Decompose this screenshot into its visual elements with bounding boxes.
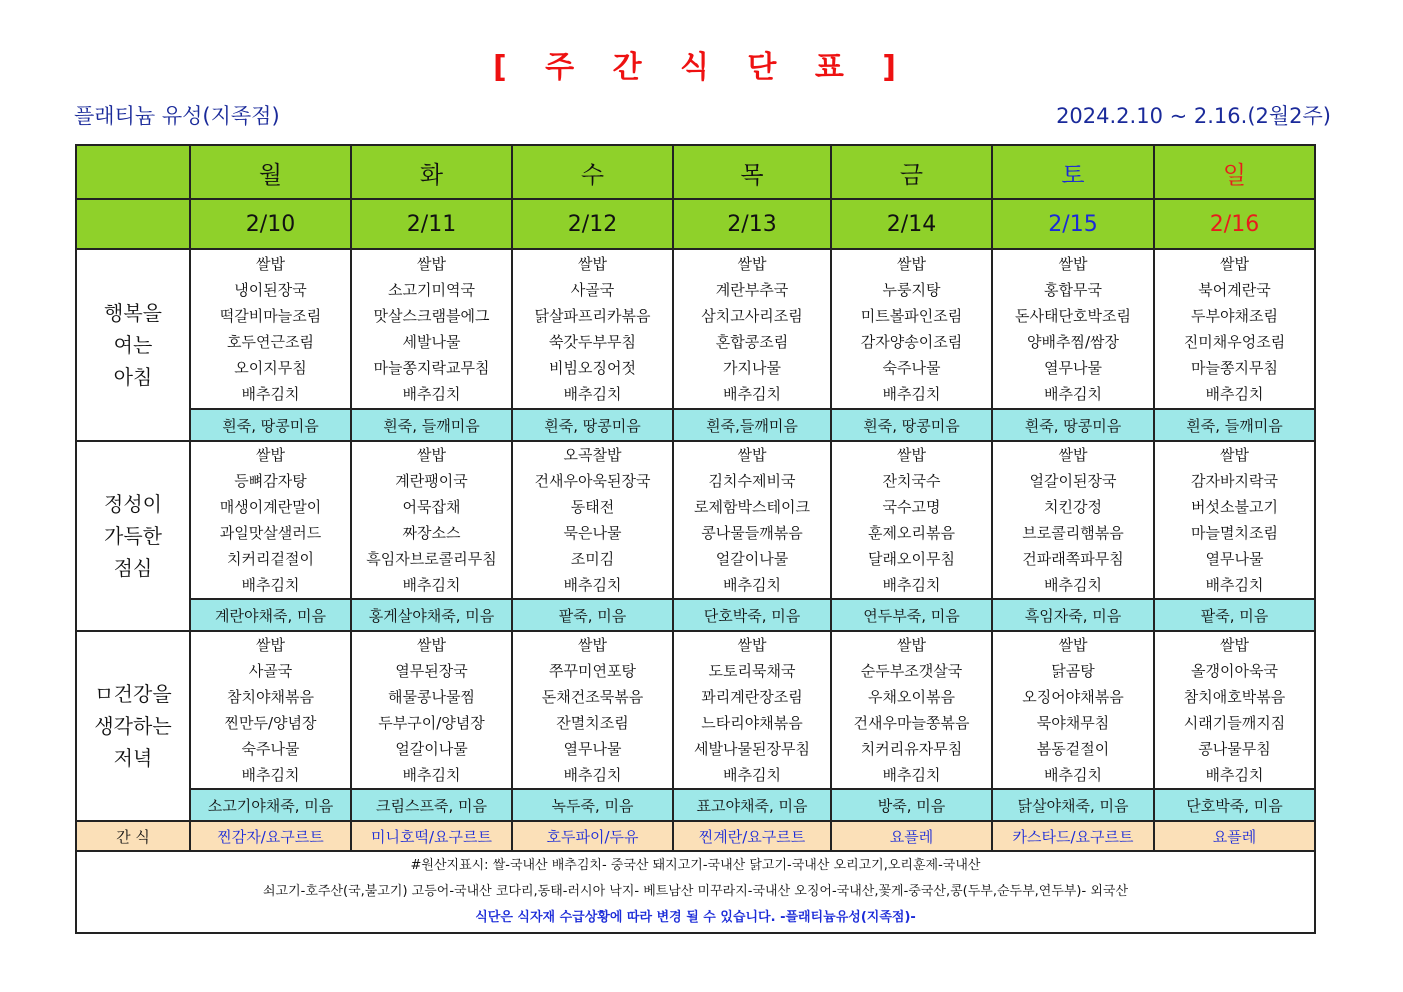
dish-item: 계란부추국 [715,281,789,299]
dish-cell [351,631,512,789]
dish-cell [831,631,992,789]
snack-row [76,821,1315,851]
meal-label [76,441,190,631]
porridge-cell: 팥죽, 미음 [512,599,673,631]
snack-cell: 찐계란/요구르트 [673,821,831,851]
origin-notice [76,851,1315,933]
dish-item: 배추김치 [402,766,461,784]
dish-item: 마늘멸치조림 [1191,524,1278,542]
porridge-cell: 홍게살야채죽, 미음 [351,599,512,631]
dish-item: 훈제오리볶음 [868,524,955,542]
meal-label-line: 가득한 [104,524,162,548]
dish-item: 숙주나물 [241,740,300,758]
dish-item: 배추김치 [241,385,300,403]
dish-cell [831,441,992,599]
dish-item: 사골국 [570,281,615,299]
dish-item: 계란팽이국 [395,472,468,490]
dish-cell [673,631,831,789]
dish-item: 건새우마늘쫑볶음 [853,714,970,732]
dish-item: 건새우아욱된장국 [534,472,651,490]
dish-item: 치킨강정 [1044,498,1102,516]
dish-item: 등뼈감자탕 [234,472,307,490]
porridge-cell: 소고기야채죽, 미음 [190,789,351,821]
date-header-5: 2/15 [992,199,1154,249]
dish-item: 배추김치 [563,576,622,594]
dish-item: 열무나물 [1205,550,1264,568]
dish-item: 감자양송이조림 [860,333,963,351]
meal-label-line: 저녁 [113,746,153,770]
dish-item: 버섯소불고기 [1191,498,1278,516]
dish-item: 묵은나물 [563,524,622,542]
porridge-cell: 흰죽, 들깨미음 [1154,409,1315,441]
dish-item: 쌀밥 [1058,255,1088,273]
snack-cell: 호두파이/두유 [512,821,673,851]
dish-item: 배추김치 [723,576,781,594]
porridge-cell: 흰죽, 땅콩미음 [512,409,673,441]
meal-row [76,441,1315,599]
dish-item: 소고기미역국 [388,281,475,299]
dish-item: 올갱이아욱국 [1191,662,1278,680]
dish-item: 양배추찜/쌈장 [1027,333,1119,351]
date-header-1: 2/11 [351,199,512,249]
dish-item: 배추김치 [241,766,300,784]
dish-item: 쌀밥 [737,446,767,464]
porridge-row [76,409,1315,441]
dish-item: 참치야채볶음 [227,688,314,706]
dish-item: 얼갈이된장국 [1029,472,1117,490]
dish-cell [992,441,1154,599]
porridge-cell: 계란야채죽, 미음 [190,599,351,631]
dish-cell [190,631,351,789]
dish-item: 배추김치 [1044,576,1102,594]
dish-item: 얼갈이나물 [395,740,468,758]
dish-item: 배추김치 [402,385,461,403]
dish-item: 배추김치 [1044,385,1102,403]
dish-item: 배추김치 [1205,385,1264,403]
dish-item: 마늘쫑지락교무침 [373,359,490,377]
dish-item: 떡갈비마늘조림 [219,307,322,325]
dish-item: 배추김치 [402,576,461,594]
dish-item: 쌀밥 [578,255,607,273]
dish-cell [351,441,512,599]
page-title: [ 주 간 식 단 표 ] [493,50,910,85]
dish-cell [831,249,992,409]
dish-cell [512,441,673,599]
porridge-cell: 흰죽, 땅콩미음 [992,409,1154,441]
dish-item: 오징어야채볶음 [1022,688,1124,706]
dish-item: 어묵잡채 [402,498,461,516]
porridge-cell: 흰죽, 땅콩미음 [831,409,992,441]
dish-item: 쌀밥 [417,636,446,654]
dish-item: 건파래쪽파무침 [1022,550,1124,568]
meal-label-line: 아침 [113,365,153,389]
dish-item: 쌀밥 [1058,636,1088,654]
dish-item: 배추김치 [1205,766,1264,784]
dish-item: 두부야채조림 [1191,307,1278,325]
dish-item: 브로콜리햄볶음 [1022,524,1124,542]
day-header-2: 수 [512,145,673,199]
meal-label [76,631,190,821]
porridge-cell: 흑임자죽, 미음 [992,599,1154,631]
meal-row [76,631,1315,789]
store-name: 플래티늄 유성(지족점) [74,104,280,128]
meal-label-line: ㅁ건강을 [94,682,172,706]
dish-cell [512,631,673,789]
porridge-cell: 흰죽, 들깨미음 [351,409,512,441]
day-header-0: 월 [190,145,351,199]
dish-item: 쌀밥 [256,446,285,464]
snack-cell: 요플레 [1154,821,1315,851]
corner-cell [76,145,190,199]
day-header-4: 금 [831,145,992,199]
dish-item: 조미김 [570,550,615,568]
dish-item: 호두연근조림 [227,333,314,351]
dish-item: 사골국 [248,662,293,680]
dish-item: 쌀밥 [256,255,285,273]
dish-item: 해물콩나물찜 [388,688,475,706]
day-header-6: 일 [1154,145,1315,199]
meal-label [76,249,190,441]
day-header-row [76,145,1315,199]
snack-cell: 찐감자/요구르트 [190,821,351,851]
porridge-cell: 방죽, 미음 [831,789,992,821]
dish-item: 배추김치 [563,385,622,403]
dish-item: 쌀밥 [737,636,767,654]
dish-item: 쭈꾸미연포탕 [549,662,636,680]
porridge-cell: 연두부죽, 미음 [831,599,992,631]
dish-item: 혼합콩조림 [715,333,789,351]
weekly-menu-table [75,144,1316,934]
dish-item: 누룽지탕 [882,281,941,299]
origin-line: #원산지표시: 쌀-국내산 배추김치- 중국산 돼지고기-국내산 닭고기-국내산 오리고기,오리훈제-국내산 [410,858,981,873]
dish-item: 매생이계란말이 [219,498,322,516]
dish-item: 배추김치 [1205,576,1264,594]
dish-item: 열무나물 [1044,359,1102,377]
dish-item: 콩나물들깨볶음 [701,524,803,542]
day-header-3: 목 [673,145,831,199]
dish-item: 동태전 [570,498,615,516]
dish-item: 쌀밥 [1220,255,1249,273]
dish-item: 순두부조갯살국 [860,662,963,680]
meal-label-line: 정성이 [104,492,162,516]
date-header-4: 2/14 [831,199,992,249]
dish-item: 맛살스크램블에그 [373,307,490,325]
porridge-cell: 흰죽,들깨미음 [673,409,831,441]
dish-item: 홍합무국 [1044,281,1102,299]
dish-item: 로제함박스테이크 [694,498,810,516]
dish-item: 열무나물 [563,740,622,758]
dish-cell [1154,441,1315,599]
dish-cell [992,249,1154,409]
dish-item: 배추김치 [723,385,781,403]
date-header-2: 2/12 [512,199,673,249]
dish-item: 숙주나물 [882,359,941,377]
snack-label: 간 식 [76,821,190,851]
dish-item: 짜장소스 [402,524,461,542]
meal-label-line: 점심 [113,556,153,580]
dish-cell [512,249,673,409]
day-header-5: 토 [992,145,1154,199]
dish-item: 배추김치 [563,766,622,784]
meal-label-line: 여는 [113,333,153,357]
porridge-cell: 팥죽, 미음 [1154,599,1315,631]
porridge-row [76,599,1315,631]
dish-cell [190,249,351,409]
dish-item: 쌀밥 [897,446,926,464]
dish-item: 찐만두/양념장 [224,714,317,732]
meal-label-line: 생각하는 [94,714,172,738]
dish-item: 열무된장국 [395,662,468,680]
porridge-cell: 닭살야채죽, 미음 [992,789,1154,821]
porridge-cell: 흰죽, 땅콩미음 [190,409,351,441]
meal-label-line: 행복을 [104,301,162,325]
dish-item: 느타리야채볶음 [701,714,803,732]
dish-item: 쑥갓두부무침 [549,333,636,351]
dish-item: 닭곰탕 [1051,662,1095,680]
dish-item: 쌀밥 [1220,446,1249,464]
dish-item: 배추김치 [882,766,941,784]
porridge-cell: 단호박죽, 미음 [1154,789,1315,821]
dish-item: 배추김치 [723,766,781,784]
dish-item: 돈채건조묵볶음 [541,688,644,706]
day-header-1: 화 [351,145,512,199]
dish-item: 오곡찰밥 [563,446,622,464]
snack-cell: 카스타드/요구르트 [992,821,1154,851]
dish-cell [1154,631,1315,789]
dish-item: 세발나물 [402,333,461,351]
date-header-0: 2/10 [190,199,351,249]
dish-item: 돈사태단호박조림 [1015,307,1131,325]
dish-item: 잔치국수 [882,472,941,490]
date-period: 2024.2.10 ~ 2.16.(2월2주) [1056,104,1331,128]
date-header-6: 2/16 [1154,199,1315,249]
dish-item: 묵야채무침 [1036,714,1110,732]
dish-item: 꽈리계란장조림 [701,688,803,706]
snack-cell: 요플레 [831,821,992,851]
dish-item: 치커리겉절이 [227,550,314,568]
dish-item: 김치수제비국 [708,472,796,490]
dish-item: 국수고명 [882,498,941,516]
dish-item: 달래오이무침 [868,550,955,568]
dish-item: 오이지무침 [234,359,307,377]
dish-item: 우채오이볶음 [868,688,955,706]
dish-item: 닭살파프리카볶음 [534,307,651,325]
dish-item: 미트볼파인조림 [860,307,963,325]
dish-item: 진미채우엉조림 [1183,333,1286,351]
dish-item: 감자바지락국 [1191,472,1278,490]
dish-item: 쌀밥 [897,636,926,654]
dish-item: 쌀밥 [417,446,446,464]
dish-item: 잔멸치조림 [556,714,629,732]
dish-cell [351,249,512,409]
porridge-cell: 표고야채죽, 미음 [673,789,831,821]
snack-cell: 미니호떡/요구르트 [351,821,512,851]
dish-item: 북어계란국 [1198,281,1271,299]
dish-item: 배추김치 [882,385,941,403]
dish-cell [992,631,1154,789]
dish-cell [1154,249,1315,409]
dish-item: 가지나물 [723,359,781,377]
dish-item: 배추김치 [1044,766,1102,784]
dish-item: 쌀밥 [1220,636,1249,654]
date-header-row [76,199,1315,249]
change-notice: 식단은 식자재 수급상황에 따라 변경 될 수 있습니다. -플래티늄유성(지족점)- [475,910,916,925]
dish-item: 두부구이/양념장 [378,714,485,732]
dish-item: 쌀밥 [1058,446,1088,464]
porridge-cell: 단호박죽, 미음 [673,599,831,631]
dish-item: 도토리묵채국 [708,662,796,680]
dish-item: 참치애호박볶음 [1183,688,1286,706]
footer-row [76,851,1315,933]
dish-cell [673,249,831,409]
porridge-cell: 녹두죽, 미음 [512,789,673,821]
dish-item: 봄동겉절이 [1036,740,1110,758]
dish-cell [673,441,831,599]
date-header-3: 2/13 [673,199,831,249]
dish-item: 마늘쫑지무침 [1191,359,1278,377]
dish-item: 쌀밥 [737,255,767,273]
dish-item: 얼갈이나물 [715,550,789,568]
dish-item: 배추김치 [241,576,300,594]
porridge-row [76,789,1315,821]
dish-item: 냉이된장국 [234,281,307,299]
dish-item: 비빔오징어젓 [549,359,636,377]
dish-item: 삼치고사리조림 [701,307,803,325]
dish-item: 쌀밥 [578,636,607,654]
origin-line: 쇠고기-호주산(국,불고기) 고등어-국내산 코다리,동태-러시아 낙지- 베트남산 미꾸라지-국내산 오징어-국내산,꽃게-중국산,콩(두부,순두부,연두부)- 외국산 [262,884,1128,899]
dish-item: 쌀밥 [256,636,285,654]
dish-item: 콩나물무침 [1198,740,1271,758]
dish-item: 쌀밥 [897,255,926,273]
porridge-cell: 크림스프죽, 미음 [351,789,512,821]
dish-cell [190,441,351,599]
meal-row [76,249,1315,409]
dish-item: 과일맛살샐러드 [219,524,322,542]
dish-item: 배추김치 [882,576,941,594]
dish-item: 흑임자브로콜리무침 [366,550,497,568]
dish-item: 세발나물된장무침 [694,740,810,758]
dish-item: 쌀밥 [417,255,446,273]
dish-item: 치커리유자무침 [860,740,963,758]
dish-item: 시래기들깨지짐 [1183,714,1286,732]
corner-cell [76,199,190,249]
